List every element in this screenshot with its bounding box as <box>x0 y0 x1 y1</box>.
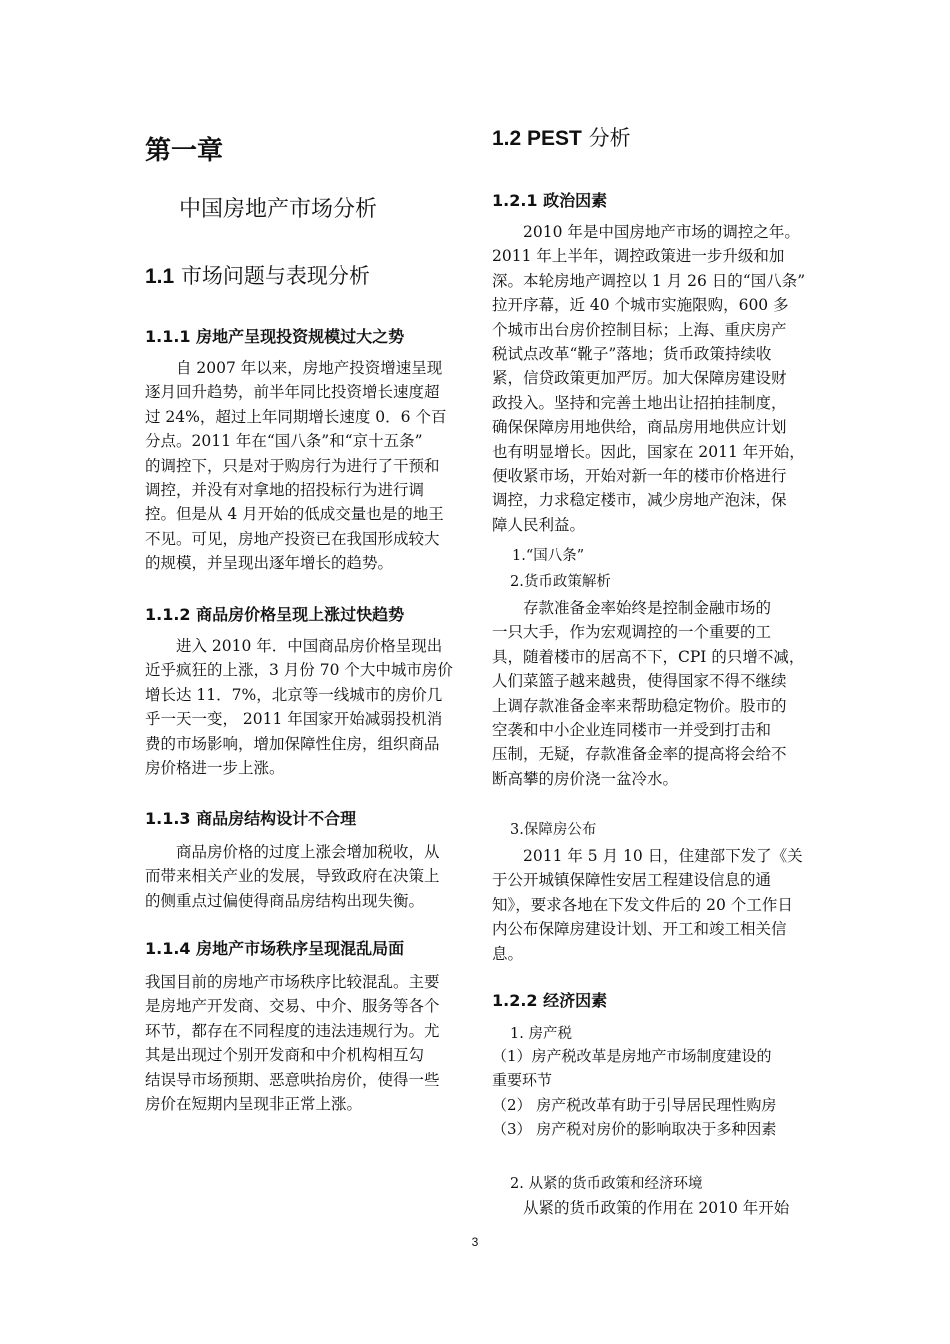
text-line: 深。本轮房地产调控以 1 月 26 日的“国八条” <box>492 271 806 290</box>
text-line: 的侧重点过偏使得商品房结构出现失衡。 <box>145 891 425 910</box>
text-line: 分点。2011 年在“国八条”和“京十五条” <box>145 432 423 451</box>
subsection-1-1-2-heading: 1.1.2 商品房价格呈现上涨过快趋势 <box>145 605 405 624</box>
chapter-label: 第一章 <box>145 136 224 166</box>
text-line: 人们菜篮子越来越贵，使得国家不得不继续 <box>492 672 787 691</box>
subsection-1-2-2-heading: 1.2.2 经济因素 <box>492 991 608 1010</box>
text-line: 2011 年 5 月 10 日，住建部下发了《关 <box>492 847 803 865</box>
text-line: 压制，无疑，存款准备金率的提高将会给不 <box>492 745 787 764</box>
text-line: 的规模，并呈现出逐年增长的趋势。 <box>145 554 394 573</box>
section-1-1-heading <box>145 260 370 290</box>
text-line: 一只大手，作为宏观调控的一个重要的工 <box>492 623 772 642</box>
section-1-2-heading <box>492 122 631 152</box>
text-line: 的调控下，只是对于购房行为进行了干预和 <box>145 456 440 475</box>
text-line: 紧，信贷政策更加严厉。加大保障房建设财 <box>492 369 787 388</box>
text-line: 调控，力求稳定楼市，减少房地产泡沫，保 <box>492 491 787 510</box>
text-line: 拉开序幕，近 40 个城市实施限购，600 多 <box>492 296 789 315</box>
text-line: 也有明显增长。因此，国家在 2011 年开始， <box>492 442 805 461</box>
list-item-property-tax: 1. 房产税 <box>510 1026 572 1042</box>
monetary-policy-body <box>492 596 810 791</box>
text-line: 乎一天一变， 2011 年国家开始减弱投机消 <box>145 710 443 729</box>
text-line: 上调存款准备金率来帮助稳定物价。股市的 <box>492 696 787 715</box>
subsection-1-2-1-body <box>492 220 810 537</box>
subsection-1-2-1-heading: 1.2.1 政治因素 <box>492 191 608 210</box>
text-line: 于公开城镇保障性安居工程建设信息的通 <box>492 871 772 890</box>
text-line: 2010 年是中国房地产市场的调控之年。 <box>492 223 800 241</box>
text-line: 便收紧市场，开始对新一年的楼市价格进行 <box>492 467 787 486</box>
section-title: 市场问题与表现分析 <box>174 264 370 288</box>
text-line: （3） 房产税对房价的影响取决于多种因素 <box>492 1120 777 1139</box>
section-number: 1.1 <box>145 265 175 288</box>
subsection-1-1-3-body <box>145 840 463 913</box>
subsection-1-1-1-heading: 1.1.1 房地产呈现投资规模过大之势 <box>145 327 405 346</box>
text-line: （2） 房产税改革有助于引导居民理性购房 <box>492 1095 777 1114</box>
text-line: 增长达 11．7%，北京等一线城市的房价几 <box>145 685 443 704</box>
text-line: （1）房产税改革是房地产市场制度建设的 <box>492 1047 772 1065</box>
text-line: 近乎疯狂的上涨，3 月份 70 个大中城市房价 <box>145 661 453 680</box>
text-line: 环节，都存在不同程度的违法违规行为。尤 <box>145 1021 440 1040</box>
section-number: 1.2 PEST <box>492 127 582 150</box>
text-line: 而带来相关产业的发展，导致政府在决策上 <box>145 867 440 886</box>
text-line: 税试点改革“靴子”落地；货币政策持续收 <box>492 345 772 364</box>
chapter-title: 中国房地产市场分析 <box>179 197 378 222</box>
text-line: 内公布保障房建设计划、开工和竣工相关信 <box>492 920 787 939</box>
list-item-guobatiao: 1.“国八条” <box>512 548 585 564</box>
text-line: 自 2007 年以来，房地产投资增速呈现 <box>145 359 443 377</box>
text-line: 政投入。坚持和完善土地出让招拍挂制度， <box>492 393 787 412</box>
text-line: 息。 <box>492 944 524 963</box>
text-line: 其是出现过个别开发商和中介机构相互勾 <box>145 1046 425 1065</box>
text-line: 障人民利益。 <box>492 515 586 534</box>
text-line: 断高攀的房价浇一盆冷水。 <box>492 769 679 788</box>
text-line: 结误导市场预期、恶意哄抬房价，使得一些 <box>145 1070 440 1089</box>
text-line: 费的市场影响，增加保障性住房，组织商品 <box>145 734 440 753</box>
text-line: 不见。可见，房地产投资已在我国形成较大 <box>145 529 440 548</box>
list-item-tight-monetary-policy: 2. 从紧的货币政策和经济环境 <box>510 1176 703 1192</box>
text-line: 进入 2010 年．中国商品房价格呈现出 <box>145 637 443 655</box>
text-line: 房价格进一步上涨。 <box>145 759 285 778</box>
subsection-1-1-2-body <box>145 634 463 780</box>
subsection-1-1-4-heading: 1.1.4 房地产市场秩序呈现混乱局面 <box>145 939 405 958</box>
text-line: 2011 年上半年，调控政策进一步升级和加 <box>492 247 785 266</box>
subsection-1-1-3-heading: 1.1.3 商品房结构设计不合理 <box>145 809 357 828</box>
text-line: 过 24%，超过上年同期增长速度 0．6 个百 <box>145 407 447 426</box>
text-line: 个城市出台房价控制目标；上海、重庆房产 <box>492 320 787 339</box>
text-line: 是房地产开发商、交易、中介、服务等各个 <box>145 997 440 1016</box>
text-line: 商品房价格的过度上涨会增加税收，从 <box>145 843 440 861</box>
text-line: 确保保障房用地供给，商品房用地供应计划 <box>492 418 787 437</box>
subsection-1-1-4-body <box>145 970 463 1116</box>
property-tax-body <box>492 1044 810 1142</box>
tight-monetary-policy-text: 从紧的货币政策的作用在 2010 年开始 <box>492 1199 790 1217</box>
text-line: 控。但是从 4 月开始的低成交量也是的地王 <box>145 505 444 524</box>
text-line: 空袭和中小企业连同楼市一并受到打击和 <box>492 721 772 740</box>
text-line: 具，随着楼市的居高不下，CPI 的只增不减， <box>492 647 805 666</box>
subsection-1-1-1-body <box>145 356 463 576</box>
section-title: 分析 <box>581 126 631 150</box>
text-line: 我国目前的房地产市场秩序比较混乱。主要 <box>145 973 440 991</box>
text-line: 调控，并没有对拿地的招投标行为进行调 <box>145 481 425 500</box>
list-item-monetary-policy: 2.货币政策解析 <box>510 574 611 590</box>
page-number: 3 <box>471 1235 479 1249</box>
text-line: 知》，要求各地在下发文件后的 20 个工作日 <box>492 895 793 914</box>
list-item-affordable-housing: 3.保障房公布 <box>510 822 597 838</box>
text-line: 重要环节 <box>492 1071 553 1090</box>
affordable-housing-body <box>492 844 810 966</box>
text-line: 房价在短期内呈现非正常上涨。 <box>145 1095 363 1114</box>
text-line: 存款准备金率始终是控制金融市场的 <box>492 599 772 617</box>
text-line: 逐月回升趋势，前半年同比投资增长速度超 <box>145 383 440 402</box>
